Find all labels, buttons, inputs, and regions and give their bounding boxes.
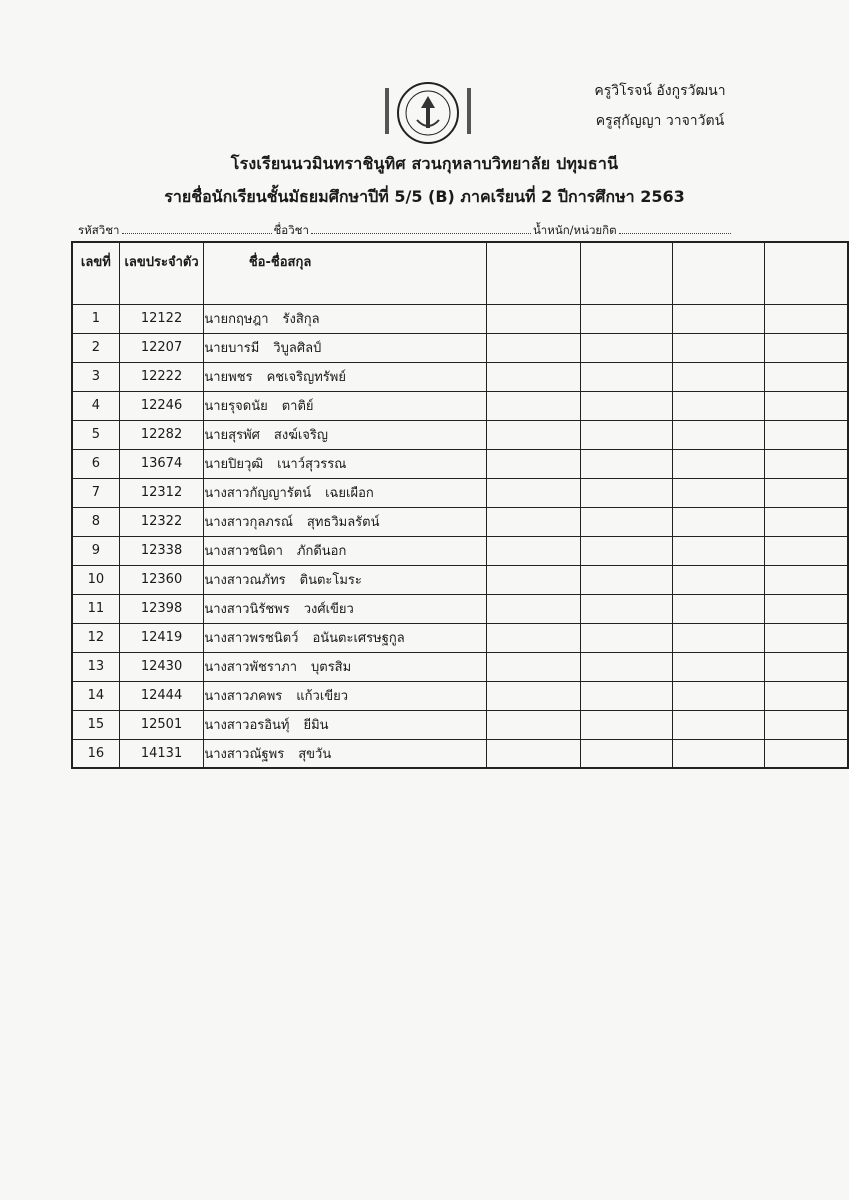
header-number: เลขที่ bbox=[72, 242, 119, 304]
row-student-id: 12430 bbox=[119, 652, 204, 681]
row-full-name bbox=[204, 710, 486, 739]
row-blank-1 bbox=[486, 420, 580, 449]
row-blank-2 bbox=[580, 507, 672, 536]
row-blank-1 bbox=[486, 478, 580, 507]
row-blank-2 bbox=[580, 478, 672, 507]
row-blank-2 bbox=[580, 739, 672, 768]
table-row bbox=[72, 594, 848, 623]
row-blank-4 bbox=[765, 507, 848, 536]
header-blank-4 bbox=[765, 242, 848, 304]
row-first-name: นางสาวภคพร bbox=[204, 689, 283, 704]
row-last-name: วิบูลศิลป์ bbox=[273, 341, 322, 356]
row-blank-4 bbox=[765, 391, 848, 420]
row-blank-2 bbox=[580, 449, 672, 478]
row-first-name: นางสาวชนิดา bbox=[204, 544, 283, 559]
credit-label: น้ำหนัก/หน่วยกิต bbox=[532, 223, 617, 237]
row-blank-3 bbox=[672, 652, 764, 681]
row-blank-1 bbox=[486, 304, 580, 333]
subject-meta-line bbox=[78, 222, 778, 240]
row-blank-1 bbox=[486, 623, 580, 652]
school-title: โรงเรียนนวมินทราชินูทิศ สวนกุหลาบวิทยาลัย ปทุมธานี bbox=[230, 154, 619, 173]
row-full-name bbox=[204, 304, 486, 333]
row-first-name: นางสาวนิรัชพร bbox=[204, 602, 290, 617]
table-row bbox=[72, 739, 848, 768]
row-first-name: นางสาวณัฐพร bbox=[204, 746, 285, 762]
row-number: 16 bbox=[72, 739, 119, 768]
row-blank-4 bbox=[765, 710, 848, 739]
table-header-row bbox=[72, 242, 848, 304]
table-row bbox=[72, 536, 848, 565]
row-first-name: นายบารมี bbox=[204, 341, 260, 356]
table-row bbox=[72, 507, 848, 536]
row-full-name bbox=[204, 565, 486, 594]
row-first-name: นายปิยวุฒิ bbox=[204, 457, 264, 472]
row-first-name: นางสาวกุลภรณ์ bbox=[204, 515, 293, 530]
row-blank-4 bbox=[765, 681, 848, 710]
row-number: 1 bbox=[72, 304, 119, 333]
row-blank-1 bbox=[486, 594, 580, 623]
row-last-name: สงฆ์เจริญ bbox=[273, 428, 328, 443]
row-full-name bbox=[204, 478, 486, 507]
row-blank-3 bbox=[672, 565, 764, 594]
row-blank-1 bbox=[486, 565, 580, 594]
row-blank-2 bbox=[580, 710, 672, 739]
row-blank-2 bbox=[580, 652, 672, 681]
row-blank-4 bbox=[765, 333, 848, 362]
header-blank-1 bbox=[486, 242, 580, 304]
row-full-name bbox=[204, 449, 486, 478]
row-first-name: นางสาวกัญญารัตน์ bbox=[204, 486, 312, 501]
row-number: 8 bbox=[72, 507, 119, 536]
row-blank-4 bbox=[765, 652, 848, 681]
roster-body bbox=[72, 304, 848, 768]
row-number: 3 bbox=[72, 362, 119, 391]
row-blank-1 bbox=[486, 681, 580, 710]
table-row bbox=[72, 420, 848, 449]
row-last-name: ตาติย์ bbox=[281, 399, 314, 414]
row-student-id: 12222 bbox=[119, 362, 204, 391]
table-row bbox=[72, 391, 848, 420]
row-blank-1 bbox=[486, 710, 580, 739]
row-number: 2 bbox=[72, 333, 119, 362]
table-row bbox=[72, 623, 848, 652]
row-last-name: สุขวัน bbox=[298, 746, 332, 762]
row-full-name bbox=[204, 594, 486, 623]
row-blank-2 bbox=[580, 420, 672, 449]
row-student-id: 12122 bbox=[119, 304, 204, 333]
row-student-id: 12338 bbox=[119, 536, 204, 565]
row-full-name bbox=[204, 623, 486, 652]
teacher-names bbox=[560, 84, 760, 144]
row-blank-1 bbox=[486, 739, 580, 768]
teacher-2: ครูสุกัญญา วาจาวัตน์ bbox=[595, 113, 725, 129]
row-last-name: รังสิกุล bbox=[282, 312, 320, 327]
row-full-name bbox=[204, 362, 486, 391]
row-student-id: 12419 bbox=[119, 623, 204, 652]
row-number: 15 bbox=[72, 710, 119, 739]
row-last-name: เนาว์สุวรรณ bbox=[277, 457, 347, 472]
row-student-id: 12444 bbox=[119, 681, 204, 710]
table-row bbox=[72, 478, 848, 507]
row-blank-3 bbox=[672, 449, 764, 478]
row-last-name: วงศ์เขียว bbox=[303, 602, 354, 617]
row-first-name: นางสาวพัชราภา bbox=[204, 660, 297, 675]
row-blank-4 bbox=[765, 594, 848, 623]
row-student-id: 13674 bbox=[119, 449, 204, 478]
row-first-name: นายพชร bbox=[204, 370, 253, 385]
table-row bbox=[72, 333, 848, 362]
row-blank-4 bbox=[765, 449, 848, 478]
row-first-name: นางสาวณภัทร bbox=[204, 573, 286, 588]
row-full-name bbox=[204, 420, 486, 449]
row-last-name: ตินตะโมระ bbox=[299, 573, 362, 588]
row-blank-4 bbox=[765, 565, 848, 594]
row-first-name: นางสาวพรชนิตว์ bbox=[204, 631, 299, 646]
credit-blank bbox=[619, 223, 731, 234]
row-blank-4 bbox=[765, 739, 848, 768]
row-blank-3 bbox=[672, 362, 764, 391]
school-seal-logo bbox=[383, 78, 473, 148]
row-number: 10 bbox=[72, 565, 119, 594]
row-blank-3 bbox=[672, 594, 764, 623]
row-number: 6 bbox=[72, 449, 119, 478]
row-blank-3 bbox=[672, 507, 764, 536]
row-full-name bbox=[204, 333, 486, 362]
row-blank-3 bbox=[672, 304, 764, 333]
row-student-id: 12398 bbox=[119, 594, 204, 623]
row-blank-2 bbox=[580, 536, 672, 565]
row-full-name bbox=[204, 681, 486, 710]
row-student-id: 12207 bbox=[119, 333, 204, 362]
row-blank-4 bbox=[765, 304, 848, 333]
row-full-name bbox=[204, 507, 486, 536]
row-blank-1 bbox=[486, 652, 580, 681]
row-blank-1 bbox=[486, 449, 580, 478]
row-blank-1 bbox=[486, 362, 580, 391]
row-last-name: ยีมิน bbox=[303, 718, 329, 733]
table-row bbox=[72, 565, 848, 594]
row-blank-2 bbox=[580, 565, 672, 594]
row-number: 11 bbox=[72, 594, 119, 623]
subject-code-label: รหัสวิชา bbox=[78, 223, 120, 237]
row-blank-3 bbox=[672, 623, 764, 652]
row-full-name bbox=[204, 536, 486, 565]
row-blank-2 bbox=[580, 304, 672, 333]
row-last-name: สุทธวิมลรัตน์ bbox=[306, 515, 380, 530]
row-first-name: นางสาวอรอินทุ์ bbox=[204, 718, 290, 733]
row-blank-2 bbox=[580, 333, 672, 362]
row-first-name: นายรุจดนัย bbox=[204, 399, 268, 414]
subject-name-label: ชื่อวิชา bbox=[273, 223, 309, 237]
row-first-name: นายกฤษฎา bbox=[204, 312, 269, 327]
row-last-name: ภักดีนอก bbox=[296, 544, 347, 559]
row-full-name bbox=[204, 652, 486, 681]
table-row bbox=[72, 652, 848, 681]
row-blank-1 bbox=[486, 391, 580, 420]
table-row bbox=[72, 362, 848, 391]
row-blank-1 bbox=[486, 333, 580, 362]
student-roster-table bbox=[71, 241, 849, 769]
row-blank-2 bbox=[580, 391, 672, 420]
row-blank-3 bbox=[672, 536, 764, 565]
row-number: 4 bbox=[72, 391, 119, 420]
table-row bbox=[72, 304, 848, 333]
row-last-name: คชเจริญทรัพย์ bbox=[266, 370, 346, 385]
subject-name-blank bbox=[311, 223, 531, 234]
row-last-name: อนันตะเศรษฐกูล bbox=[312, 631, 405, 646]
row-number: 5 bbox=[72, 420, 119, 449]
header-blank-3 bbox=[672, 242, 764, 304]
row-student-id: 12360 bbox=[119, 565, 204, 594]
row-student-id: 14131 bbox=[119, 739, 204, 768]
row-blank-4 bbox=[765, 536, 848, 565]
row-blank-3 bbox=[672, 391, 764, 420]
row-blank-4 bbox=[765, 362, 848, 391]
row-blank-3 bbox=[672, 710, 764, 739]
table-row bbox=[72, 449, 848, 478]
row-blank-3 bbox=[672, 420, 764, 449]
row-blank-4 bbox=[765, 623, 848, 652]
row-first-name: นายสุรพัศ bbox=[204, 428, 260, 443]
row-number: 12 bbox=[72, 623, 119, 652]
row-blank-4 bbox=[765, 478, 848, 507]
row-student-id: 12312 bbox=[119, 478, 204, 507]
row-student-id: 12501 bbox=[119, 710, 204, 739]
row-blank-2 bbox=[580, 362, 672, 391]
teacher-1: ครูวิโรจน์ อังกูรวัฒนา bbox=[594, 83, 726, 99]
row-number: 13 bbox=[72, 652, 119, 681]
class-title: รายชื่อนักเรียนชั้นมัธยมศึกษาปีที่ 5/5 (B) ภาคเรียนที่ 2 ปีการศึกษา 2563 bbox=[164, 187, 685, 206]
table-row bbox=[72, 710, 848, 739]
row-blank-3 bbox=[672, 478, 764, 507]
row-last-name: แก้วเขียว bbox=[296, 689, 349, 704]
row-blank-4 bbox=[765, 420, 848, 449]
row-blank-1 bbox=[486, 536, 580, 565]
row-student-id: 12322 bbox=[119, 507, 204, 536]
row-blank-1 bbox=[486, 507, 580, 536]
header-blank-2 bbox=[580, 242, 672, 304]
row-full-name bbox=[204, 391, 486, 420]
row-number: 9 bbox=[72, 536, 119, 565]
row-full-name bbox=[204, 739, 486, 768]
row-last-name: เฉยเผือก bbox=[325, 486, 374, 501]
row-blank-2 bbox=[580, 681, 672, 710]
row-blank-3 bbox=[672, 681, 764, 710]
row-last-name: บุตรสิม bbox=[311, 660, 352, 675]
row-number: 14 bbox=[72, 681, 119, 710]
row-blank-2 bbox=[580, 623, 672, 652]
row-blank-3 bbox=[672, 333, 764, 362]
header-student-id: เลขประจำตัว bbox=[119, 242, 204, 304]
subject-code-blank bbox=[122, 223, 272, 234]
row-blank-3 bbox=[672, 739, 764, 768]
row-student-id: 12246 bbox=[119, 391, 204, 420]
header-full-name: ชื่อ-ชื่อสกุล bbox=[204, 242, 486, 304]
table-row bbox=[72, 681, 848, 710]
row-blank-2 bbox=[580, 594, 672, 623]
row-number: 7 bbox=[72, 478, 119, 507]
row-student-id: 12282 bbox=[119, 420, 204, 449]
